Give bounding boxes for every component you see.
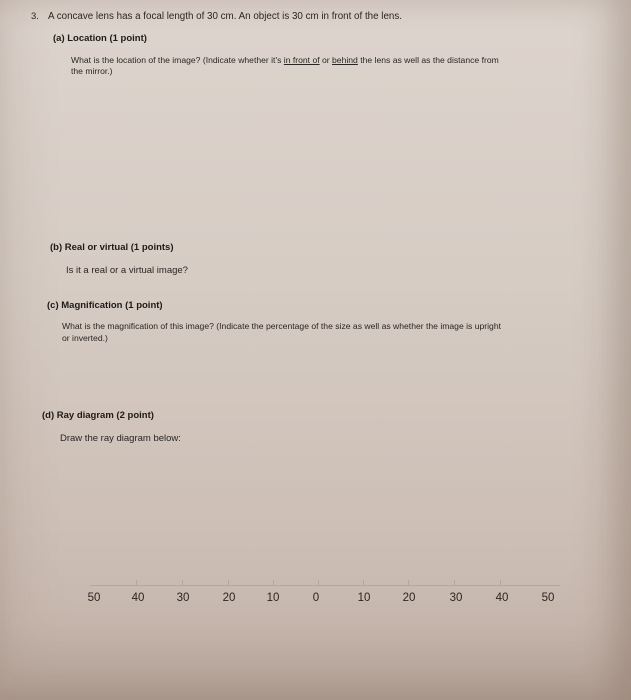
axis-tick [182, 580, 183, 586]
axis-label: 40 [495, 592, 509, 604]
axis-label: 10 [357, 592, 371, 604]
axis-label: 20 [222, 592, 236, 604]
axis-tick [408, 580, 409, 586]
axis-label: 20 [402, 592, 416, 604]
axis-label: 50 [87, 592, 101, 604]
part-a-prompt [71, 55, 499, 66]
part-a-prompt-text: What is the location of the image? (Indicate whether it's [71, 55, 284, 65]
part-a-prompt-line2: the mirror.) [71, 66, 113, 76]
axis-tick [500, 580, 501, 586]
part-c-prompt-line2: or inverted.) [62, 333, 108, 343]
part-d-heading: (d) Ray diagram (2 point) [42, 410, 154, 421]
part-a-heading: (a) Location (1 point) [53, 33, 147, 44]
part-d-prompt: Draw the ray diagram below: [60, 433, 181, 444]
part-a-or: or [319, 55, 333, 65]
optical-axis-line [90, 585, 560, 586]
part-b-heading: (b) Real or virtual (1 points) [50, 242, 174, 253]
axis-label: 40 [131, 592, 145, 604]
axis-tick [318, 580, 319, 586]
axis-label: 0 [312, 592, 320, 604]
part-c-heading: (c) Magnification (1 point) [47, 300, 163, 311]
axis-label: 30 [176, 592, 190, 604]
underlined-behind: behind [332, 55, 358, 65]
axis-label: 50 [541, 592, 555, 604]
axis-label: 30 [449, 592, 463, 604]
axis-label: 10 [266, 592, 280, 604]
part-c-prompt-line1: What is the magnification of this image? (Indicate the percentage of the size as well as whether the image is upright [62, 321, 501, 331]
part-a-prompt-tail: the lens as well as the distance from [357, 55, 499, 65]
question-number: 3. [31, 11, 39, 22]
axis-tick [273, 580, 274, 586]
question-stem: A concave lens has a focal length of 30 cm. An object is 30 cm in front of the lens. [48, 11, 402, 22]
axis-tick [136, 580, 137, 586]
axis-tick [454, 580, 455, 586]
axis-tick [363, 580, 364, 586]
part-b-prompt: Is it a real or a virtual image? [66, 265, 188, 276]
underlined-in-front-of: in front of [283, 55, 320, 65]
axis-tick [228, 580, 229, 586]
